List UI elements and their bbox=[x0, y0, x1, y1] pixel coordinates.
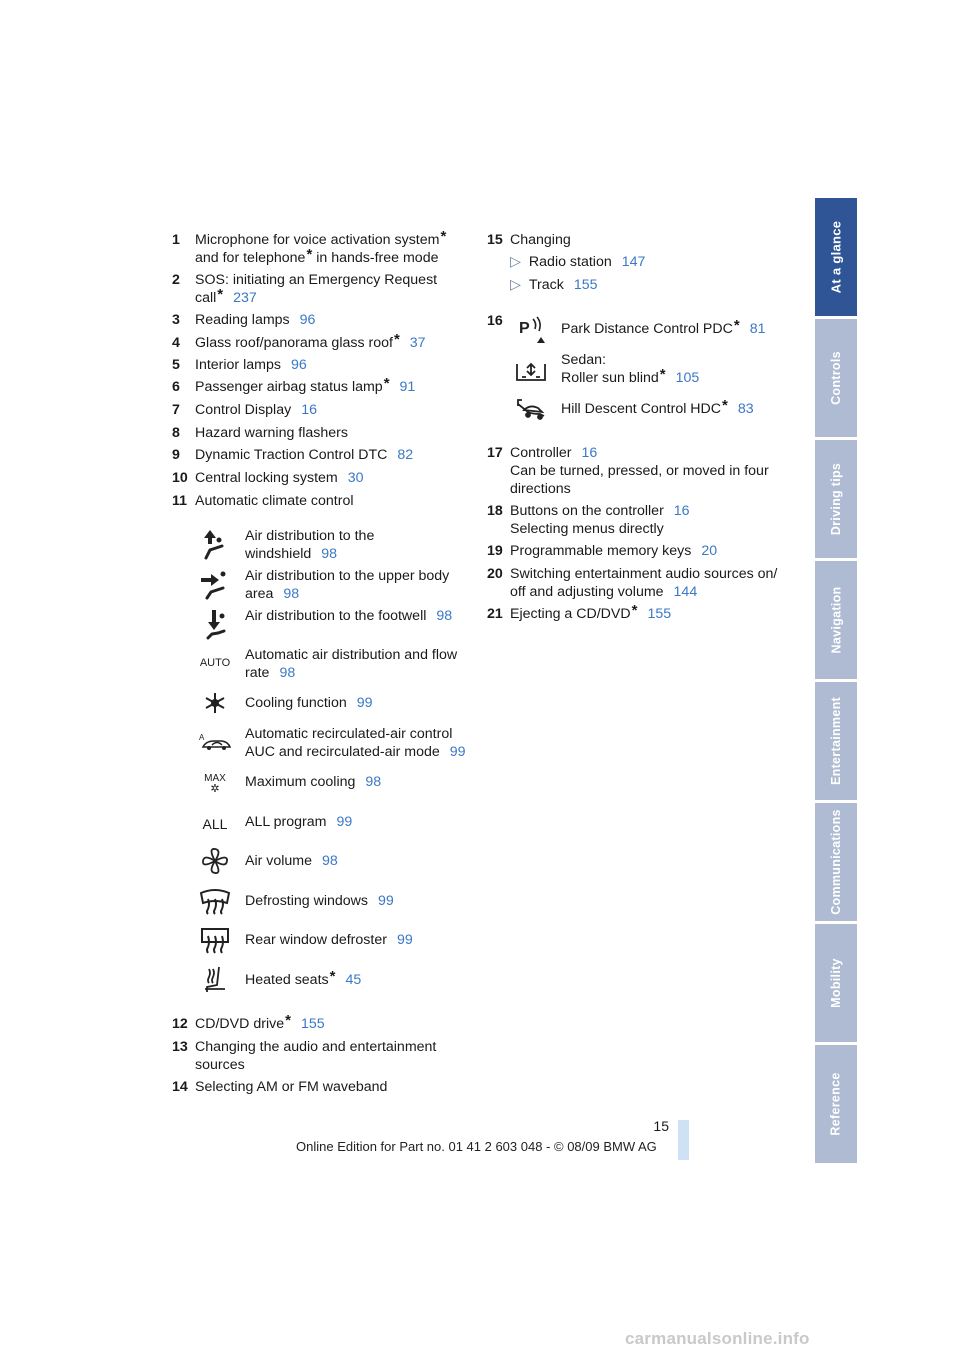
asterisk-icon: * bbox=[631, 602, 638, 619]
sun-blind-icon bbox=[512, 355, 550, 389]
heated-seat-icon bbox=[196, 963, 234, 997]
footwell-air-icon bbox=[196, 607, 234, 641]
page-link[interactable]: 96 bbox=[290, 357, 307, 373]
list-item-6: 6 Passenger airbag status lamp* 91 bbox=[172, 375, 416, 395]
sub-item-track: ▷ Track 155 bbox=[510, 277, 598, 293]
list-item-18: 18 Buttons on the controller 16 Selecting menus directly bbox=[487, 503, 690, 537]
list-item-4: 4 Glass roof/panorama glass roof* 37 bbox=[172, 331, 426, 351]
page-link[interactable]: 98 bbox=[322, 853, 338, 869]
list-item-11: 11 Automatic climate control bbox=[172, 493, 354, 509]
page-link[interactable]: 37 bbox=[409, 335, 426, 351]
asterisk-icon: * bbox=[306, 246, 313, 263]
list-item-19: 19 Programmable memory keys 20 bbox=[487, 543, 718, 559]
list-item-12: 12 CD/DVD drive* 155 bbox=[172, 1012, 325, 1032]
asterisk-icon: * bbox=[440, 228, 447, 245]
page-link[interactable]: 96 bbox=[299, 312, 316, 328]
max-cooling-icon: MAX ✲ bbox=[204, 773, 226, 795]
hdc-icon bbox=[512, 393, 550, 427]
upper-body-air-icon bbox=[196, 567, 234, 601]
page-link[interactable]: 237 bbox=[233, 290, 257, 306]
page-link[interactable]: 98 bbox=[283, 586, 300, 602]
snowflake-icon bbox=[196, 686, 234, 720]
list-item-20: 20 Switching entertainment audio sources on/ off and adjusting volume 144 bbox=[487, 566, 778, 600]
page-link[interactable]: 155 bbox=[573, 277, 598, 293]
rear-defrost-icon bbox=[196, 923, 234, 957]
page-link[interactable]: 16 bbox=[301, 402, 317, 418]
page-link[interactable]: 99 bbox=[449, 744, 466, 760]
list-item-7: 7 Control Display 16 bbox=[172, 402, 317, 418]
sub-item-radio-station: ▷ Radio station 147 bbox=[510, 254, 646, 270]
windshield-defrost-icon bbox=[196, 884, 234, 918]
page-link[interactable]: 98 bbox=[436, 608, 453, 624]
pdc-icon bbox=[512, 313, 550, 347]
list-item-8: 8 Hazard warning flashers bbox=[172, 425, 348, 441]
sidebar-tab-reference[interactable]: Reference bbox=[815, 1045, 857, 1163]
list-item-17: 17 Controller 16 Can be turned, pressed, or moved in four directions bbox=[487, 445, 769, 497]
page-link[interactable]: 147 bbox=[621, 254, 646, 270]
chapter-sidebar bbox=[815, 198, 857, 1160]
page-link[interactable]: 20 bbox=[701, 543, 718, 559]
asterisk-icon: * bbox=[217, 286, 224, 303]
page-link[interactable]: 30 bbox=[347, 470, 364, 486]
page-link[interactable]: 98 bbox=[321, 546, 338, 562]
page-number: 15 bbox=[653, 1118, 669, 1134]
asterisk-icon: * bbox=[393, 331, 400, 348]
list-item-9: 9 Dynamic Traction Control DTC 82 bbox=[172, 447, 414, 463]
footer-text: Online Edition for Part no. 01 41 2 603 048 - © 08/09 BMW AG bbox=[296, 1139, 657, 1154]
page-link[interactable]: 155 bbox=[647, 606, 672, 622]
windshield-air-icon bbox=[196, 527, 234, 561]
page-link[interactable]: 155 bbox=[300, 1016, 325, 1032]
triangle-bullet-icon: ▷ bbox=[510, 277, 521, 293]
asterisk-icon: * bbox=[329, 968, 336, 985]
sidebar-tab-driving-tips[interactable]: Driving tips bbox=[815, 440, 857, 558]
page-link[interactable]: 82 bbox=[397, 447, 414, 463]
sidebar-tab-mobility[interactable]: Mobility bbox=[815, 924, 857, 1042]
list-item-14: 14 Selecting AM or FM waveband bbox=[172, 1079, 388, 1095]
list-item-2: 2 SOS: initiating an Emergency Request call* 237 bbox=[172, 272, 438, 306]
recirculation-auc-icon bbox=[196, 725, 234, 759]
page-link[interactable]: 81 bbox=[749, 321, 766, 337]
triangle-bullet-icon: ▷ bbox=[510, 254, 521, 270]
sidebar-tab-communications[interactable]: Communications bbox=[815, 803, 857, 921]
page-link[interactable]: 16 bbox=[673, 503, 690, 519]
page-link[interactable]: 105 bbox=[675, 370, 700, 386]
list-item-13: 13 Changing the audio and entertainment sources bbox=[172, 1039, 437, 1073]
asterisk-icon: * bbox=[285, 1012, 291, 1029]
page-link[interactable]: 99 bbox=[336, 814, 353, 830]
list-item-10: 10 Central locking system 30 bbox=[172, 470, 364, 486]
watermark: carmanualsonline.info bbox=[625, 1329, 810, 1348]
list-item-21: 21 Ejecting a CD/DVD* 155 bbox=[487, 602, 672, 622]
sidebar-tab-entertainment[interactable]: Entertainment bbox=[815, 682, 857, 800]
page-link[interactable]: 99 bbox=[356, 695, 373, 711]
sidebar-tab-at-a-glance[interactable]: At a glance bbox=[815, 198, 857, 316]
page-number-bar bbox=[678, 1120, 689, 1160]
asterisk-icon: * bbox=[733, 317, 740, 334]
all-program-icon: ALL bbox=[202, 816, 228, 832]
svg-text:P: P bbox=[519, 320, 530, 337]
page-link[interactable]: 144 bbox=[673, 584, 698, 600]
list-item-3: 3 Reading lamps 96 bbox=[172, 312, 316, 328]
list-item-1: 1 Microphone for voice activation system* and for telephone* in hands-free mode bbox=[172, 228, 447, 266]
page-link[interactable]: 83 bbox=[737, 401, 754, 417]
page-link[interactable]: 99 bbox=[378, 893, 394, 909]
list-item-5: 5 Interior lamps 96 bbox=[172, 357, 307, 373]
page-link[interactable]: 91 bbox=[399, 379, 416, 395]
page-link[interactable]: 98 bbox=[279, 665, 296, 681]
page-link[interactable]: 99 bbox=[396, 932, 413, 948]
auto-icon: AUTO bbox=[199, 657, 231, 669]
page-link[interactable]: 98 bbox=[365, 774, 382, 790]
asterisk-icon: * bbox=[659, 366, 666, 383]
page-link[interactable]: 45 bbox=[345, 972, 362, 988]
list-item-15: 15 Changing bbox=[487, 232, 571, 248]
asterisk-icon: * bbox=[383, 375, 390, 392]
fan-icon bbox=[196, 844, 234, 878]
svg-text:A: A bbox=[199, 733, 205, 742]
asterisk-icon: * bbox=[722, 397, 728, 414]
sidebar-tab-controls[interactable]: Controls bbox=[815, 319, 857, 437]
page-link[interactable]: 16 bbox=[581, 445, 598, 461]
sidebar-tab-navigation[interactable]: Navigation bbox=[815, 561, 857, 679]
